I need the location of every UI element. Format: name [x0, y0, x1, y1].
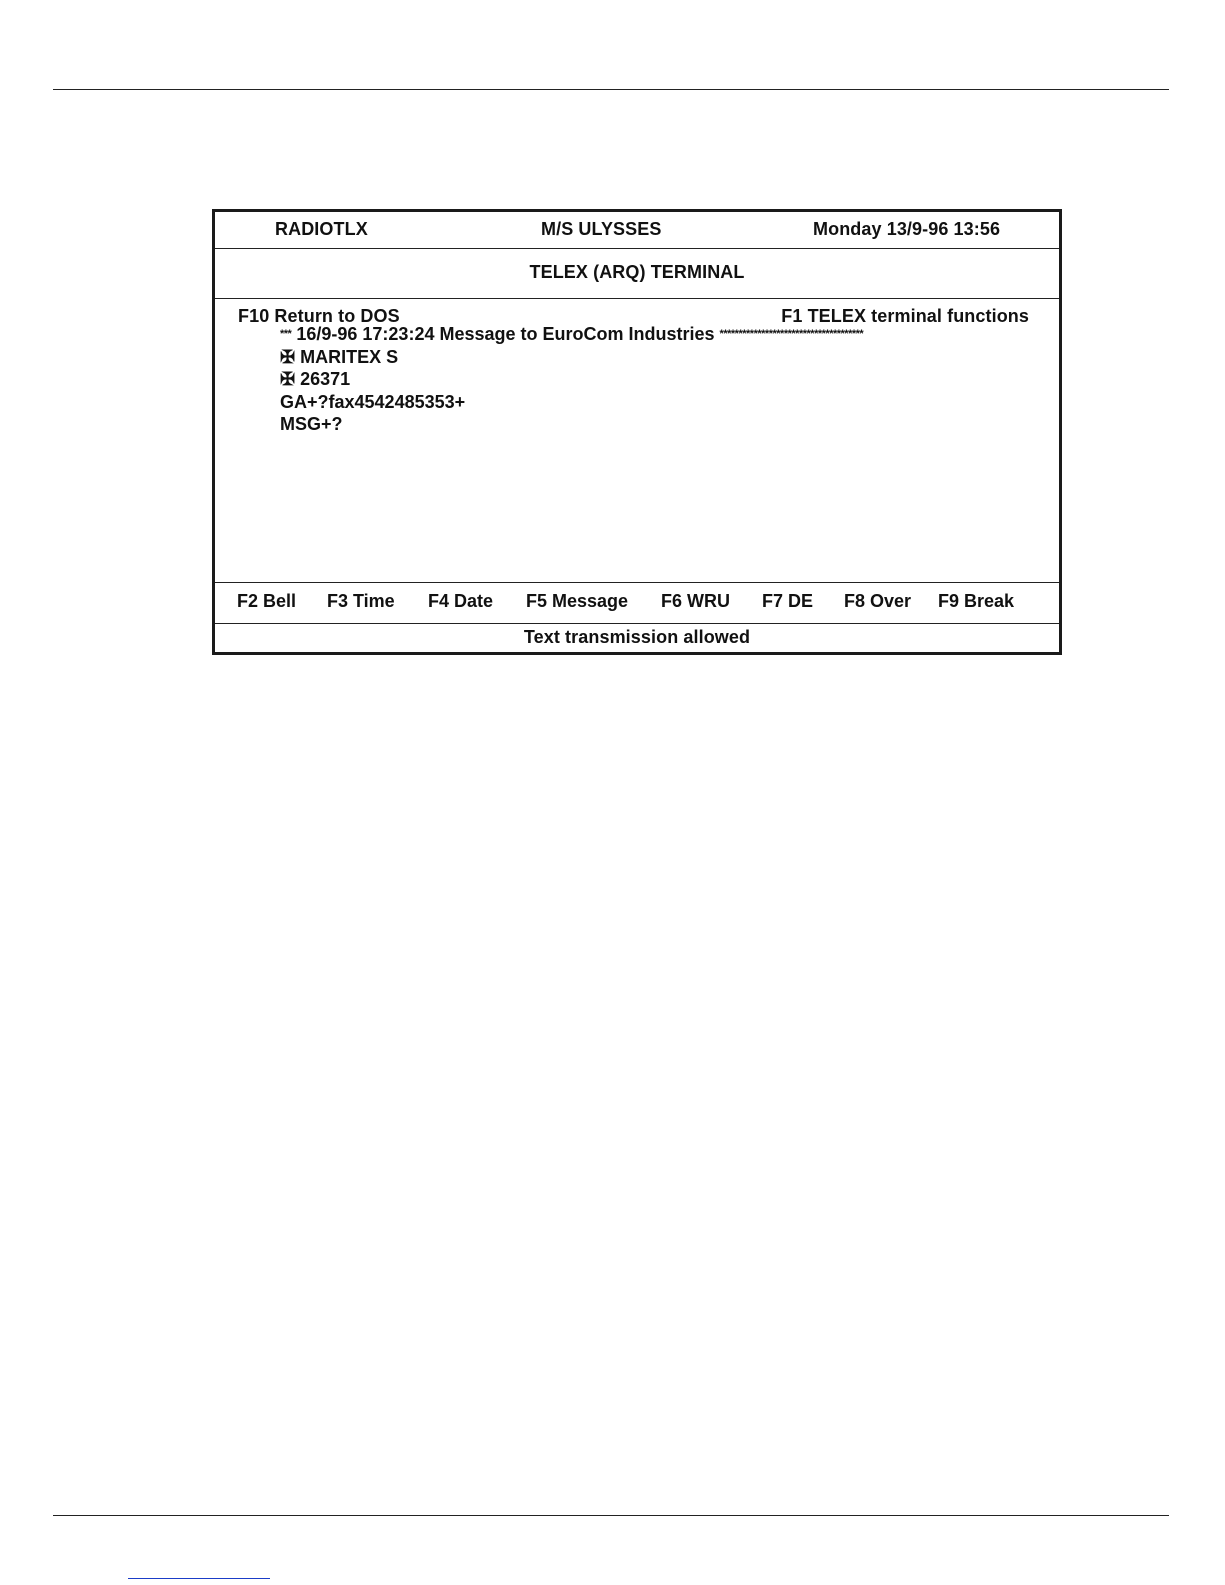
log-header-prefix: *** — [280, 328, 292, 340]
function-key-bar — [215, 583, 1059, 624]
status-message: Text transmission allowed — [523, 627, 751, 647]
terminal-functions-command[interactable]: F1 TELEX terminal functions — [781, 306, 1029, 326]
log-header-line — [280, 323, 863, 346]
function-key-4[interactable]: F4 Date — [428, 591, 494, 611]
title-bar — [215, 249, 1059, 299]
function-key-8[interactable]: F8 Over — [844, 591, 912, 611]
status-bar — [215, 624, 1059, 652]
telex-terminal-screen — [212, 209, 1062, 655]
log-line: MSG+? — [280, 414, 343, 434]
header-bar — [215, 212, 1059, 249]
function-key-2[interactable]: F2 Bell — [237, 591, 297, 611]
function-key-6[interactable]: F6 WRU — [661, 591, 730, 611]
vessel-name: M/S ULYSSES — [541, 219, 662, 239]
app-name: RADIOTLX — [275, 219, 368, 239]
footer-link-underline — [128, 1578, 270, 1579]
date-time: Monday 13/9-96 13:56 — [813, 219, 1001, 239]
function-key-5[interactable]: F5 Message — [526, 591, 629, 611]
page-bottom-rule — [53, 1515, 1169, 1516]
log-line: ✠ MARITEX S — [280, 346, 399, 367]
function-key-9[interactable]: F9 Break — [938, 591, 1015, 611]
page-top-rule — [53, 89, 1169, 90]
terminal-title: TELEX (ARQ) TERMINAL — [529, 262, 745, 282]
log-line: GA+?fax4542485353+ — [280, 391, 466, 412]
log-line: ✠ 26371 — [280, 369, 351, 389]
function-key-3[interactable]: F3 Time — [327, 591, 395, 611]
message-log — [280, 323, 863, 436]
log-header-text: 16/9-96 17:23:24 Message to EuroCom Industries — [296, 324, 715, 344]
function-key-7[interactable]: F7 DE — [762, 591, 814, 611]
log-header-suffix: ************************************** — [719, 328, 864, 340]
return-to-dos-command[interactable]: F10 Return to DOS — [238, 306, 400, 326]
